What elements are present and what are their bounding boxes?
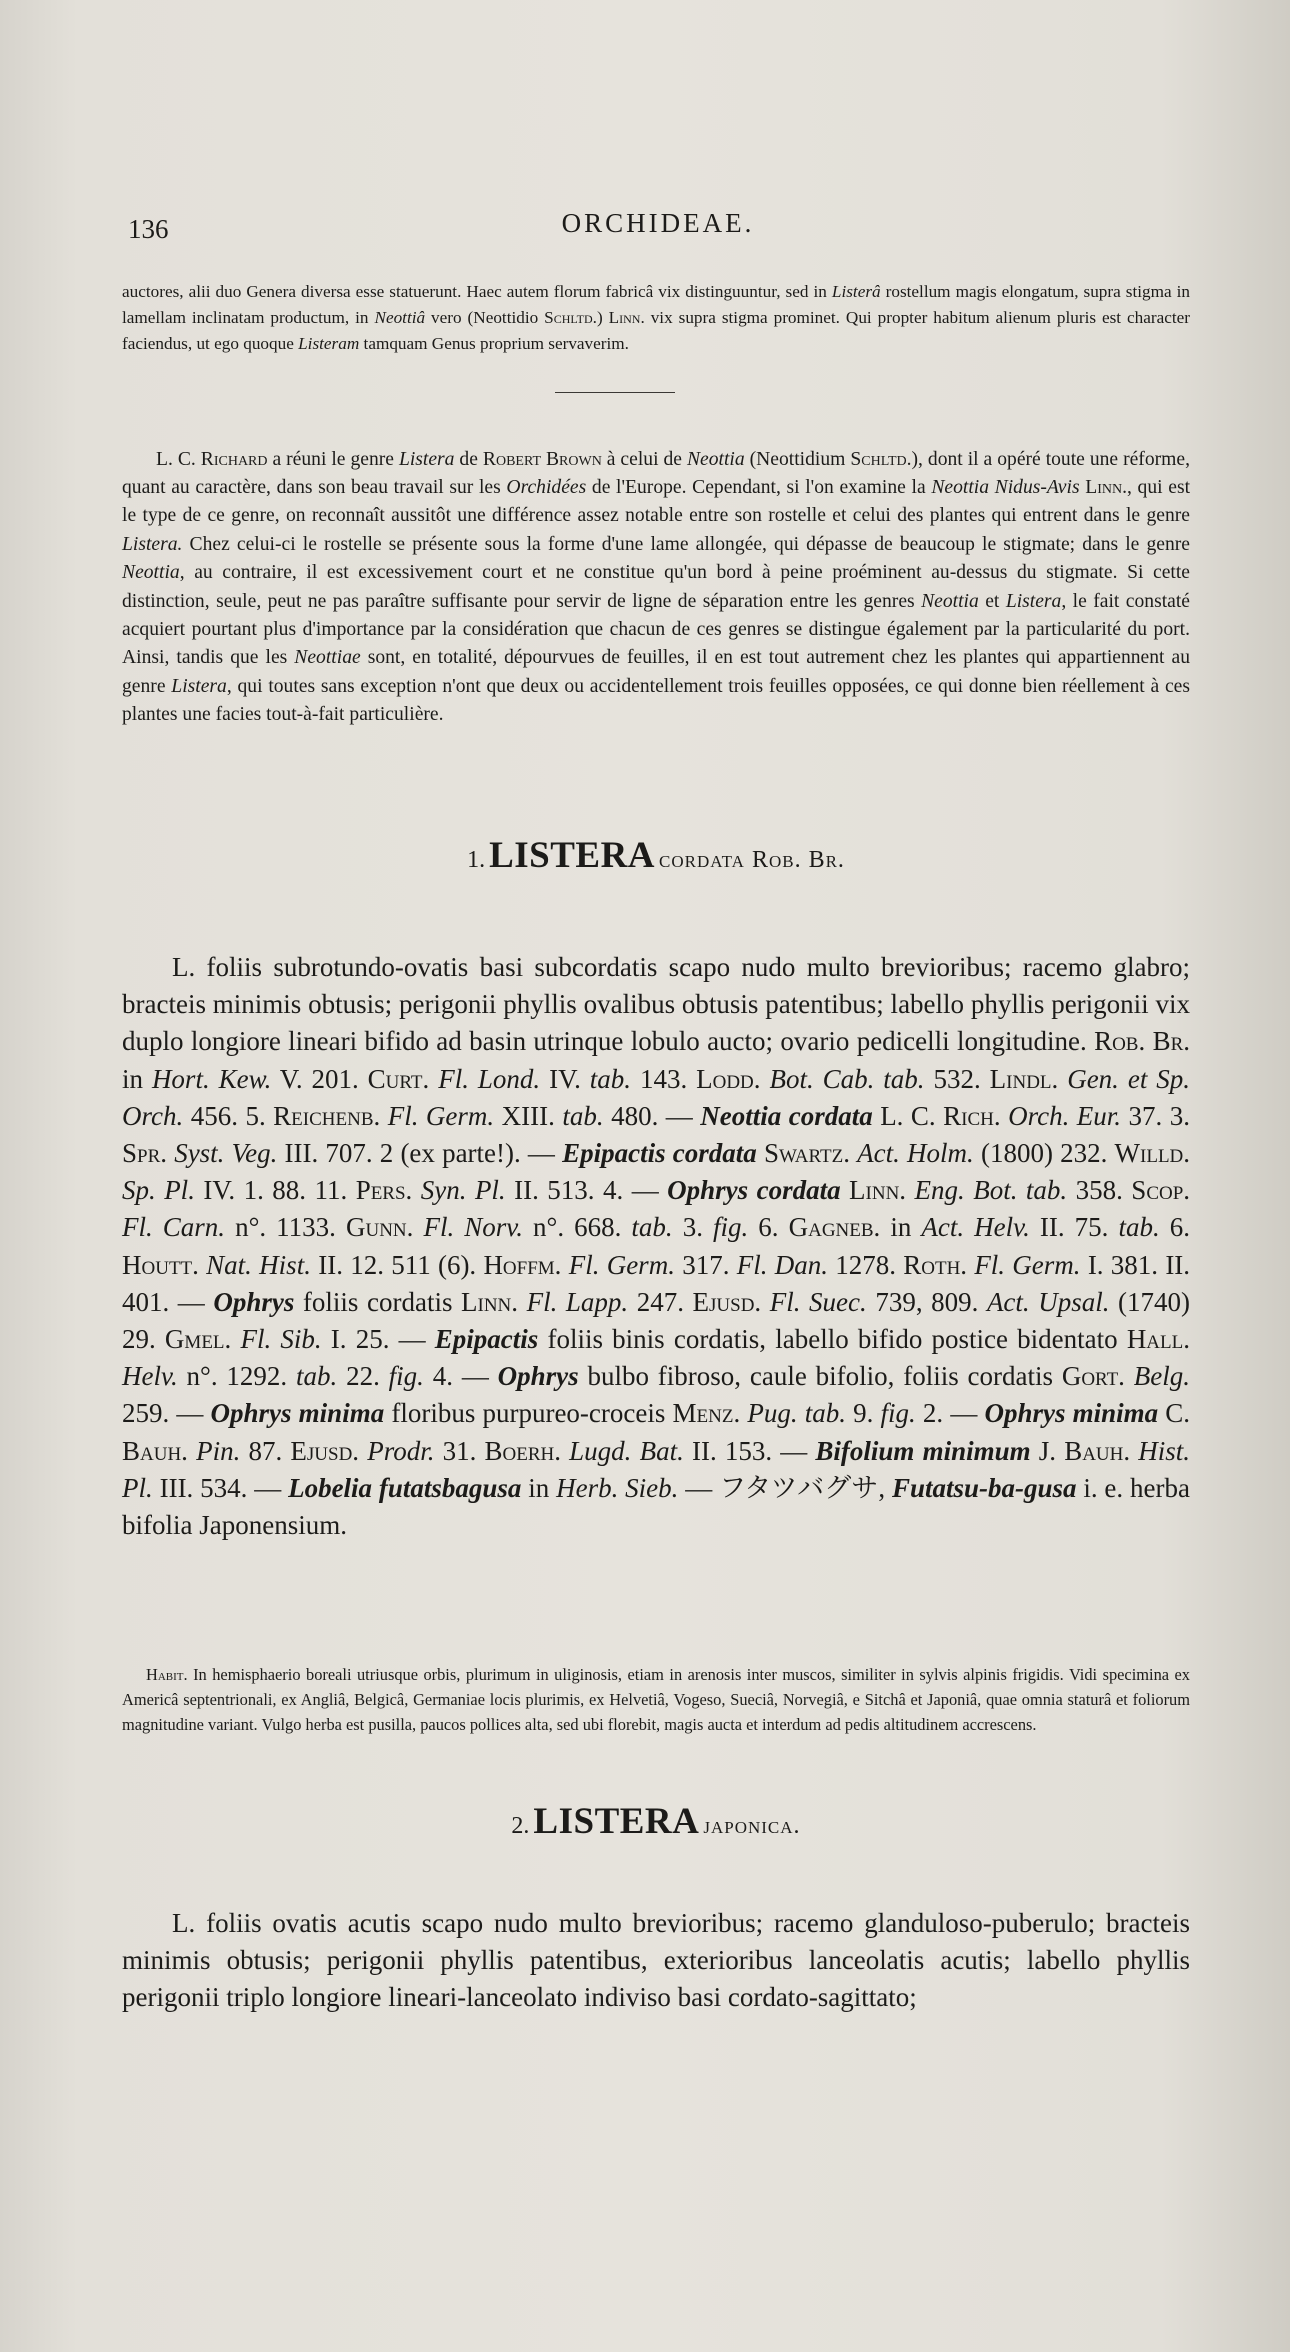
french-paragraph-run: Orchidées [506,477,587,498]
species-2-epithet: japonica. [703,1813,801,1839]
species1-diagnosis-run: Syst. Veg. [174,1138,278,1169]
french-paragraph [122,446,1190,730]
species1-diagnosis-run: V. 201. [271,1063,368,1094]
species1-diagnosis-run [412,1175,420,1205]
species1-diagnosis-run: Linn. [849,1175,907,1206]
species1-diagnosis-run: 247. [628,1286,693,1317]
running-head [128,208,1188,248]
species1-diagnosis-run: floribus purpureo-croceis [384,1398,673,1429]
species1-diagnosis-run: in [521,1472,557,1503]
species1-diagnosis-run: II. 153. — [683,1435,816,1466]
french-paragraph-run: Listera [1005,590,1062,612]
species1-diagnosis-run: Fl. Sib. [240,1324,322,1355]
habitat-note-run: In hemisphaerio boreali utriusque orbis, plurimum in uliginosis, etiam in arenosis inter muscos, similiter in sylvis alpinis frigidis. Vidi specimina ex Americâ septentrionali, ex Angliâ, Belgicâ, Germaniae locis plurimis, ex Helvetiâ, Vogeso, Sueciâ, Norvegiâ, e Sitchâ et Japoniâ, quae omnia staturâ et foliorum magnitudine variant. Vulgo herba est pusilla, paucos pollices alta, sed ubi florebit, magis aucta et interdum ad pedis altitudinem accrescens. [122,1665,1190,1734]
species1-diagnosis-run: Nat. Hist. [206,1249,311,1280]
french-paragraph-run: Neottiae [294,647,361,669]
species1-diagnosis-run: Fl. Germ. [974,1249,1081,1280]
species1-diagnosis-run: Ophrys minima [984,1398,1159,1429]
latin-note-run: rostellum magis elongatum, supra stigma in lamellam inclinatam productum, in [122,282,1190,328]
species1-diagnosis-run: 532. [924,1063,990,1094]
species1-diagnosis-run: Eng. Bot. tab. [914,1175,1068,1206]
species1-diagnosis-run: Fl. Germ. [568,1249,675,1280]
species1-diagnosis-run: II. 75. [1029,1212,1119,1243]
species1-diagnosis-run: 3. [672,1212,713,1243]
species1-diagnosis-run: Ophrys [213,1286,295,1317]
french-paragraph-run: a réuni le genre [267,448,399,470]
species1-diagnosis-run: L. C. [872,1100,944,1131]
french-paragraph-run: Chez celui-ci le rostelle se présente sous la forme d'une lame allongée, qui dépasse de beaucoup le stigmate; dans le genre [182,533,1190,555]
french-paragraph-run: Robert Brown [482,448,602,470]
species-2-number: 2. [511,1813,530,1839]
species1-diagnosis-run: Fl. Germ. [387,1100,495,1131]
separator-rule [555,392,675,393]
species1-diagnosis-run: n°. 1133. [225,1212,346,1243]
french-paragraph-run: Neottia [686,448,745,470]
species1-diagnosis-run: tab. [631,1212,673,1243]
species-1-heading [122,834,1190,877]
species1-diagnosis-run: 6. [748,1212,789,1243]
species1-diagnosis-run: Act. Upsal. [986,1286,1110,1317]
species1-diagnosis-run [359,1436,367,1466]
latin-note-run: Linn. [608,308,645,328]
species1-diagnosis-run: Fl. Lond. [438,1063,541,1094]
habitat-note-run: Habit. [146,1665,188,1685]
species1-diagnosis-run: foliis binis cordatis, labello bifido postice bidentato [538,1324,1127,1355]
species1-diagnosis-run: tab. [562,1100,604,1131]
species1-diagnosis-run: Act. Helv. [921,1212,1030,1243]
species-1-epithet: cordata Rob. Br. [659,847,845,873]
species1-diagnosis-run: 87. [240,1435,291,1466]
species1-diagnosis-run: 480. — [603,1100,701,1131]
section-title: ORCHIDEAE. [561,208,755,238]
species1-diagnosis-run: Willd. [1114,1138,1191,1169]
french-paragraph-run: Neottia Nidus-Avis [931,477,1080,498]
species1-diagnosis-run [561,1436,569,1466]
species1-diagnosis-run: XIII. [494,1100,563,1131]
species1-diagnosis-run: tab. [589,1063,632,1094]
species1-diagnosis-run: Pug. tab. [747,1398,846,1429]
species1-diagnosis-run: J. [1030,1435,1065,1466]
page-number: 136 [128,214,169,244]
latin-note [122,279,1190,357]
species1-diagnosis-run: n°. 668. [522,1212,632,1243]
latin-note-run: tamquam Genus proprium servaverim. [359,334,629,354]
species1-diagnosis-run: Rob. Br. [1094,1026,1190,1057]
species1-diagnosis-run [380,1101,387,1131]
french-paragraph-run: Listera. [122,533,183,555]
species1-diagnosis-run: IV. 1. 88. 11. [194,1175,356,1206]
species1-diagnosis-run: — フタツバグサ, [678,1472,892,1503]
french-paragraph-run: , qui est le type de ce genre, on reconnaît aussitôt une différence assez notable entre son rostelle et celui des plantes qui entrent dans le genre [122,477,1191,527]
species-2-diagnosis [122,1905,1190,2016]
species-1-diagnosis [122,949,1190,1544]
french-paragraph-run: de [454,448,483,470]
species1-diagnosis-run: Rich. [943,1100,1001,1131]
species1-diagnosis-run: Linn. [461,1286,519,1317]
species1-diagnosis-run: in [122,1063,152,1094]
species1-diagnosis-run: 317. [674,1249,737,1280]
species1-diagnosis-run: Swartz. [763,1138,850,1169]
species1-diagnosis-run: Lindl. [989,1063,1059,1094]
latin-note-run: vix supra stigma prominet. Qui propter habitum alienum pluris est character faciendus, ut ego quoque [122,308,1191,354]
species1-diagnosis-run: Herb. Sieb. [556,1472,679,1503]
species1-diagnosis-run: 22. [337,1361,389,1392]
species1-diagnosis-run: Bot. Cab. tab. [769,1063,925,1094]
species1-diagnosis-run [757,1138,764,1168]
species1-diagnosis-run: Epipactis [434,1324,539,1355]
french-paragraph-run: (Neottidium [744,448,851,470]
species1-diagnosis-run: 2. — [915,1398,985,1429]
species1-diagnosis-run: Gmel. [164,1324,232,1355]
species1-diagnosis-run: I. 25. — [321,1324,435,1355]
species-1-genus: LISTERA [489,835,656,876]
species1-diagnosis-run: Hist. Pl. [122,1435,1191,1503]
species1-diagnosis-run: fig. [880,1398,916,1429]
species2-diagnosis-run: L. foliis ovatis acutis scapo nudo multo brevioribus; racemo glanduloso-puberulo; bracteis minimis obtusis; perigonii phyllis patentibus, exterioribus lanceolatis acutis; labello phyllis perigonii triplo longiore lineari-lanceolato indiviso basi cordato-sagittato; [122,1908,1190,2012]
french-paragraph-run: Richard [200,448,268,470]
species1-diagnosis-run: IV. [540,1063,590,1094]
species1-diagnosis-run: Lugd. Bat. [569,1435,684,1466]
french-paragraph-run: de l'Europe. Cependant, si l'on examine la [586,477,932,498]
species1-diagnosis-run [429,1064,438,1094]
species1-diagnosis-run: C. [1158,1398,1191,1429]
species1-diagnosis-run: Ejusd. [692,1286,762,1317]
species1-diagnosis-run: 456. 5. [183,1100,274,1131]
species1-diagnosis-run: Ophrys cordata [667,1175,841,1206]
species-1-number: 1. [467,847,486,873]
species1-diagnosis-run [188,1436,196,1466]
species1-diagnosis-run: Ophrys [497,1361,579,1392]
species1-diagnosis-run: Hoffm. [483,1249,562,1280]
species1-diagnosis-run [1058,1064,1067,1094]
species1-diagnosis-run: tab. [1118,1212,1160,1243]
species1-diagnosis-run [1125,1361,1134,1391]
species1-diagnosis-run: Fl. Norv. [423,1212,523,1243]
species-2-genus: LISTERA [533,1801,700,1842]
species1-diagnosis-run: III. 534. — [152,1472,289,1503]
species1-diagnosis-run: Pers. [355,1175,413,1206]
species1-diagnosis-run: 259. — [122,1398,211,1429]
species1-diagnosis-run [841,1175,849,1205]
latin-note-run: Listerâ [831,282,881,302]
species1-diagnosis-run [906,1175,914,1205]
species1-diagnosis-run: i. e. herba bifolia Japonensium. [122,1472,1190,1541]
species1-diagnosis-run: (1740) 29. [122,1286,1191,1355]
latin-note-run: vero (Neottidio [425,308,545,328]
species1-diagnosis-run: Fl. Dan. [736,1249,828,1280]
species1-diagnosis-run: Bauh. [1064,1435,1131,1466]
species1-diagnosis-run: fig. [713,1212,749,1243]
species1-diagnosis-run: Fl. Suec. [769,1286,867,1317]
species1-diagnosis-run: Lodd. [696,1063,761,1094]
species1-diagnosis-run: Prodr. [367,1435,435,1466]
species1-diagnosis-run: Epipactis cordata [562,1138,757,1169]
french-paragraph-run: Linn. [1085,477,1127,498]
species1-diagnosis-run: Fl. Carn. [122,1212,226,1243]
species1-diagnosis-run [761,1287,770,1317]
species1-diagnosis-run: Spr. [122,1138,168,1169]
french-paragraph-run: à celui de [601,448,687,470]
species1-diagnosis-run: Lobelia futatsbagusa [288,1472,522,1503]
species1-diagnosis-run: Ejusd. [290,1435,360,1466]
french-paragraph-run: ), dont il a opéré toute une réforme, quant au caractère, dans son beau travail sur les [122,448,1190,498]
french-paragraph-run: Schltd. [850,448,912,470]
species1-diagnosis-run: Hort. Kew. [151,1063,272,1094]
latin-note-run: Listeram [298,334,360,354]
species1-diagnosis-run: 739, 809. [866,1286,987,1317]
species1-diagnosis-run: Futatsu-ba-gusa [891,1472,1077,1503]
species-2-heading [122,1800,1190,1843]
species1-diagnosis-run [1001,1101,1008,1131]
species1-diagnosis-run: Bifolium minimum [815,1435,1031,1466]
french-paragraph-run: Listera [171,675,227,697]
species1-diagnosis-run: Houtt. [122,1249,199,1280]
french-paragraph-run: , au contraire, il est excessivement court et ne constitue qu'un bord à peine proéminent au-dessus du stigmate. Si cette distinction, seule, peut ne pas paraître suffisante pour servir de ligne de séparation entre les genres [122,562,1190,612]
species1-diagnosis-run: Gunn. [345,1212,414,1243]
species1-diagnosis-run: III. 707. 2 (ex parte!). — [277,1138,563,1169]
species1-diagnosis-run: in [880,1212,922,1243]
species1-diagnosis-run: Gort. [1061,1361,1125,1392]
french-paragraph-run: , le fait constaté acquiert pourtant plus d'importance par la considération que chacun de ces genres se distingue également par la particularité du port. Ainsi, tandis que les [122,590,1191,669]
species1-diagnosis-run: Belg. [1133,1361,1190,1392]
species1-diagnosis-run: 6. [1159,1212,1191,1243]
species1-diagnosis-run: Ophrys minima [210,1398,385,1429]
species1-diagnosis-run: tab. [295,1361,338,1392]
species1-diagnosis-run: bulbo fibroso, caule bifolio, foliis cordatis [578,1361,1062,1392]
species1-diagnosis-run [413,1212,423,1242]
species1-diagnosis-run: Menz. [672,1398,741,1429]
species1-diagnosis-run [561,1250,568,1280]
species1-diagnosis-run: II. 12. 511 (6). [310,1249,484,1280]
species1-diagnosis-run: Syn. Pl. [420,1175,506,1206]
species1-diagnosis-run: fig. [388,1361,424,1392]
latin-note-run: Schltd. [544,308,597,328]
latin-note-run: Neottiâ [374,308,426,328]
french-paragraph-run: , qui toutes sans exception n'ont que deux ou accidentellement trois feuilles opposées, ce qui donne bien réellement à ces plantes une facies tout-à-fait particulière. [122,675,1190,726]
species1-diagnosis-run: 143. [631,1063,697,1094]
latin-note-run: ) [596,308,609,328]
latin-note-run: auctores, alii duo Genera diversa esse statuerunt. Haec autem florum fabricâ vix distinguuntur, sed in [122,282,832,302]
species1-diagnosis-run: I. 381. II. 401. — [122,1249,1191,1317]
species1-diagnosis-run: Reichenb. [273,1100,381,1131]
french-paragraph-run: sont, en totalité, dépourvues de feuilles, il en est tout autrement chez les plantes qui appartiennent au genre [122,647,1190,697]
species1-diagnosis-run: II. 513. 4. — [505,1175,668,1206]
species1-diagnosis-run: Roth. [903,1249,968,1280]
species1-diagnosis-run: n°. 1292. [177,1361,296,1392]
species1-diagnosis-run: 37. 3. [1121,1100,1190,1131]
species1-diagnosis-run: Neottia cordata [700,1100,873,1131]
french-paragraph-run: Listera [398,448,455,470]
species1-diagnosis-run: Gagneb. [788,1212,881,1243]
species1-diagnosis-run: Bauh. [122,1435,188,1466]
species1-diagnosis-run: Orch. Eur. [1008,1100,1122,1131]
french-paragraph-run: Neottia [921,590,979,612]
species1-diagnosis-run: Fl. Lapp. [526,1286,629,1317]
species1-diagnosis-run: L. foliis subrotundo-ovatis basi subcordatis scapo nudo multo brevioribus; racemo glabro; bracteis minimis obtusis; perigonii phyllis ovalibus obtusis patentibus; labello phyllis perigonii vix duplo longiore lineari bifido ad basin utrinque lobulo aucto; ovario pedicelli longitudine. [122,952,1190,1057]
french-paragraph-run: Neottia [122,562,180,584]
habitat-note [122,1663,1190,1737]
species1-diagnosis-run: 1278. [827,1249,904,1280]
french-paragraph-run: L. C. [156,448,201,470]
species1-diagnosis-run: foliis cordatis [294,1286,462,1317]
species1-diagnosis-run: 9. [846,1398,881,1429]
species1-diagnosis-run: 4. — [423,1361,498,1392]
species1-diagnosis-run: Boerh. [484,1435,561,1466]
species1-diagnosis-run: Act. Holm. [857,1138,974,1169]
species1-diagnosis-run: Hall. [1126,1324,1190,1355]
species1-diagnosis-run: 31. [434,1435,485,1466]
species1-diagnosis-run: Sp. Pl. [122,1175,195,1206]
species1-diagnosis-run: Helv. [122,1361,178,1392]
species1-diagnosis-run: Curt. [367,1063,430,1094]
species1-diagnosis-run: Pin. [196,1435,241,1466]
species1-diagnosis-run [518,1287,527,1317]
species1-diagnosis-run: Gen. et Sp. Orch. [122,1063,1191,1131]
french-paragraph-run: et [978,590,1006,612]
species1-diagnosis-run: Scop. [1131,1175,1191,1206]
species1-diagnosis-run: 358. [1067,1175,1132,1206]
species1-diagnosis-run: (1800) 232. [973,1138,1115,1169]
